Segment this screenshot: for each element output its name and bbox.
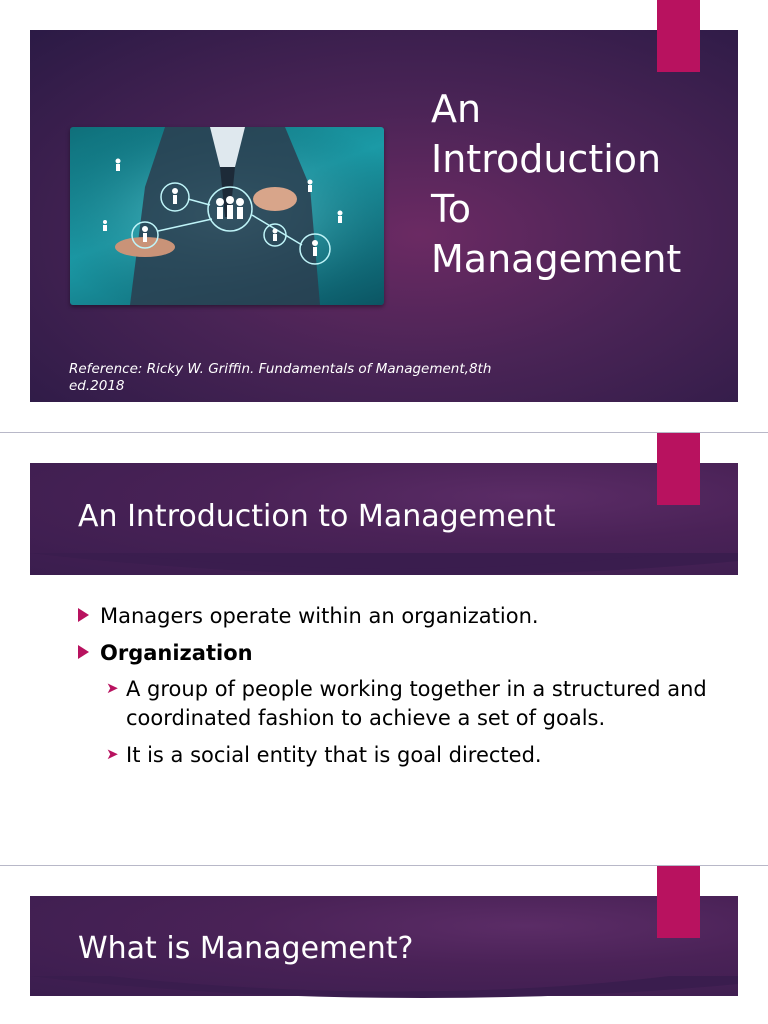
sub-list-item (104, 675, 718, 733)
slide-title: What is Management? (78, 931, 414, 966)
list-item (78, 638, 718, 668)
accent-tab (657, 866, 700, 938)
arrowhead-bullet-icon: ➤ (106, 679, 119, 697)
title-line: Management (431, 237, 682, 281)
sub-list-item (104, 741, 718, 770)
header-curve (30, 553, 738, 593)
bullet-text: Organization (100, 641, 253, 665)
title-line: Introduction (431, 137, 662, 181)
bullet-text: A group of people working together in a structured and coordinated fashion to achieve a set of goals. (126, 677, 707, 730)
title-line: An (431, 87, 482, 131)
reference-text: Reference: Ricky W. Griffin. Fundamentals of Management,8th ed.2018 (69, 361, 492, 394)
bullet-text: Managers operate within an organization. (100, 604, 539, 628)
business-network-photo (70, 127, 384, 305)
bullet-list (78, 601, 718, 778)
arrowhead-bullet-icon: ➤ (106, 745, 119, 763)
slide-2 (0, 433, 768, 865)
title-line: To (431, 187, 472, 231)
accent-tab (657, 0, 700, 72)
header-curve (30, 976, 738, 1016)
accent-tab (657, 433, 700, 505)
slide-title: An Introduction to Management (78, 499, 556, 534)
slide-1 (0, 0, 768, 432)
triangle-bullet-icon (78, 608, 89, 622)
people-network-illustration-icon (70, 127, 384, 305)
slide-3 (0, 866, 768, 1024)
bullet-text: It is a social entity that is goal directed. (126, 743, 542, 767)
triangle-bullet-icon (78, 645, 89, 659)
list-item (78, 601, 718, 631)
deck-title (431, 84, 731, 284)
